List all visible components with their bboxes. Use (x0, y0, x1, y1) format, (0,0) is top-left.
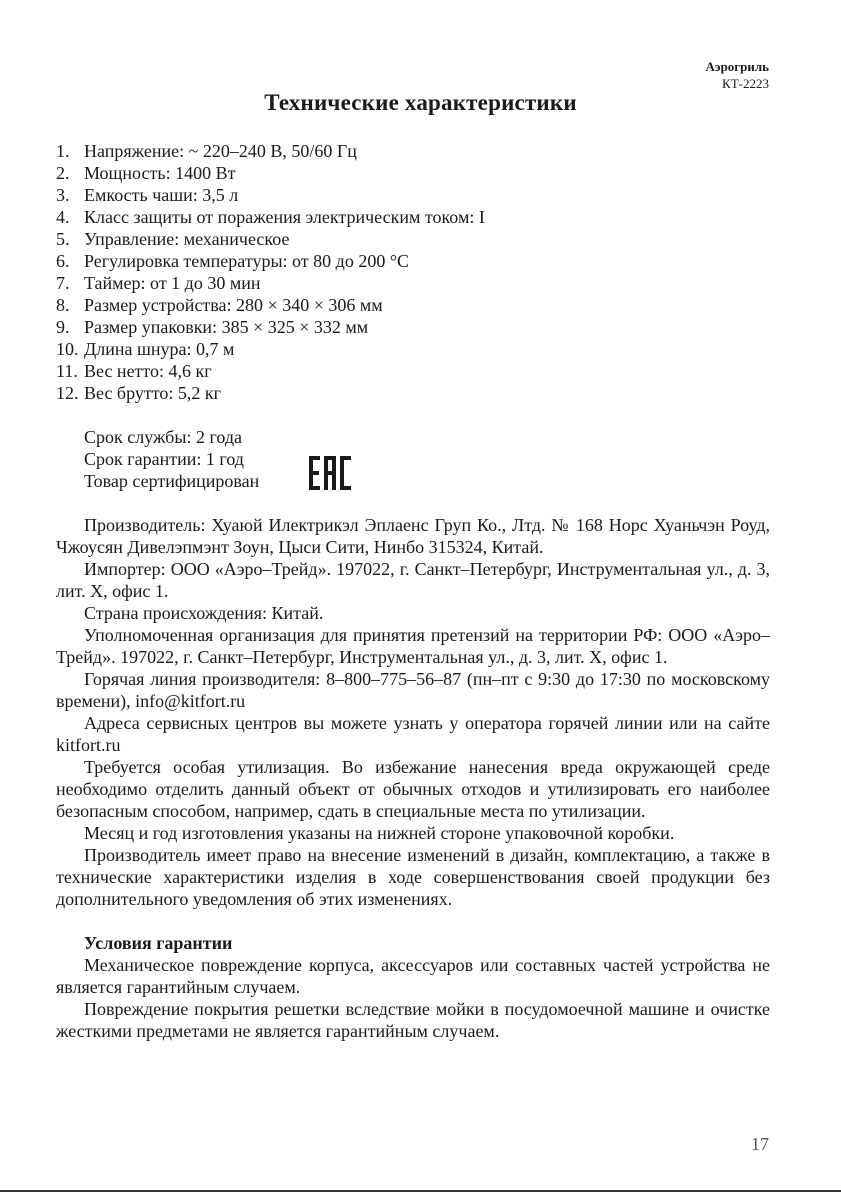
spec-number: 5. (56, 229, 70, 249)
bottom-divider (0, 1190, 841, 1192)
spec-item (56, 206, 776, 228)
spec-item (56, 382, 776, 404)
warranty-paragraph: Механическое повреждение корпуса, аксессуаров или составных частей устройства не является гарантийным случаем. (56, 955, 770, 997)
spec-text: Вес нетто: 4,6 кг (84, 361, 212, 381)
spec-item (56, 360, 776, 382)
spec-text: Размер упаковки: 385 × 325 × 332 мм (84, 317, 369, 337)
eac-logo (309, 456, 351, 490)
spec-number: 6. (56, 251, 70, 271)
spec-item (56, 228, 776, 250)
warranty-heading: Условия гарантии (84, 933, 233, 953)
spec-text: Управление: механическое (84, 229, 290, 249)
spec-item (56, 272, 776, 294)
spec-text: Таймер: от 1 до 30 мин (84, 273, 261, 293)
spec-text: Размер устройства: 280 × 340 × 306 мм (84, 295, 383, 315)
manufacturer-info (56, 514, 770, 910)
spec-item (56, 294, 776, 316)
paragraph-hotline: Горячая линия производителя: 8–800–775–56–87 (пн–пт с 9:30 до 17:30 по московскому времени), info@kitfort.ru (56, 669, 770, 711)
spec-text: Мощность: 1400 Вт (84, 163, 236, 183)
paragraph-importer: Импортер: ООО «Аэро–Трейд». 197022, г. Санкт–Петербург, Инструментальная ул., д. 3, лит. Х, офис 1. (56, 559, 770, 601)
spec-item (56, 338, 776, 360)
page-title: Технические характеристики (264, 90, 577, 115)
warranty-paragraph: Повреждение покрытия решетки вследствие мойки в посудомоечной машине и очистке жесткими предметами не является гарантийным случаем. (56, 999, 770, 1041)
paragraph-manufacture-date: Месяц и год изготовления указаны на нижней стороне упаковочной коробки. (84, 823, 675, 843)
warranty-section (56, 932, 770, 1042)
certification-note: Товар сертифицирован (84, 471, 260, 491)
spec-item (56, 162, 776, 184)
spec-text: Напряжение: ~ 220–240 В, 50/60 Гц (84, 141, 357, 161)
spec-item (56, 316, 776, 338)
spec-number: 7. (56, 273, 70, 293)
spec-number: 11. (56, 361, 78, 381)
model-number: КТ-2223 (722, 76, 769, 91)
paragraph-authorized-org: Уполномоченная организация для принятия претензий на территории РФ: ООО «Аэро–Трейд». 197022, г. Санкт–Петербург, Инструментальная ул., д. 3, лит. Х, офис 1. (56, 625, 770, 667)
spec-number: 2. (56, 163, 70, 183)
paragraph-changes-notice: Производитель имеет право на внесение изменений в дизайн, комплектацию, а также в технические характеристики изделия в ходе совершенствования своей продукции без дополнительного уведомления об этих изменениях. (56, 845, 770, 909)
warranty-period: Срок гарантии: 1 год (84, 449, 244, 469)
spec-number: 3. (56, 185, 70, 205)
spec-number: 1. (56, 141, 70, 161)
page-number: 17 (751, 1134, 769, 1154)
spec-number: 12. (56, 383, 79, 403)
paragraph-manufacturer: Производитель: Хуаюй Илектрикэл Эплаенс Груп Ко., Лтд. № 168 Норс Хуаньчэн Роуд, Чжоусян Дивелэпмэнт Зоун, Цыси Сити, Нинбо 315324, Китай. (56, 515, 770, 557)
spec-text: Вес брутто: 5,2 кг (84, 383, 221, 403)
spec-number: 9. (56, 317, 70, 337)
spec-item (56, 140, 776, 162)
paragraph-service-centers: Адреса сервисных центров вы можете узнать у оператора горячей линии или на сайте kitfort.ru (56, 713, 770, 755)
paragraph-disposal: Требуется особая утилизация. Во избежание нанесения вреда окружающей среде необходимо отделить данный объект от обычных отходов и утилизировать его наиболее безопасным способом, например, сдать в специальные места по утилизации. (56, 757, 770, 821)
spec-number: 8. (56, 295, 70, 315)
spec-text: Класс защиты от поражения электрическим током: I (84, 207, 485, 227)
spec-item (56, 250, 776, 272)
service-life: Срок службы: 2 года (84, 427, 243, 447)
running-header (705, 58, 769, 92)
service-info (84, 426, 259, 492)
spec-text: Регулировка температуры: от 80 до 200 °C (84, 251, 410, 271)
paragraph-origin: Страна происхождения: Китай. (84, 603, 324, 623)
product-name: Аэрогриль (705, 59, 769, 74)
specs-list (56, 140, 776, 404)
spec-number: 4. (56, 207, 70, 227)
spec-text: Длина шнура: 0,7 м (84, 339, 235, 359)
spec-text: Емкость чаши: 3,5 л (84, 185, 239, 205)
spec-item (56, 184, 776, 206)
spec-number: 10. (56, 339, 79, 359)
